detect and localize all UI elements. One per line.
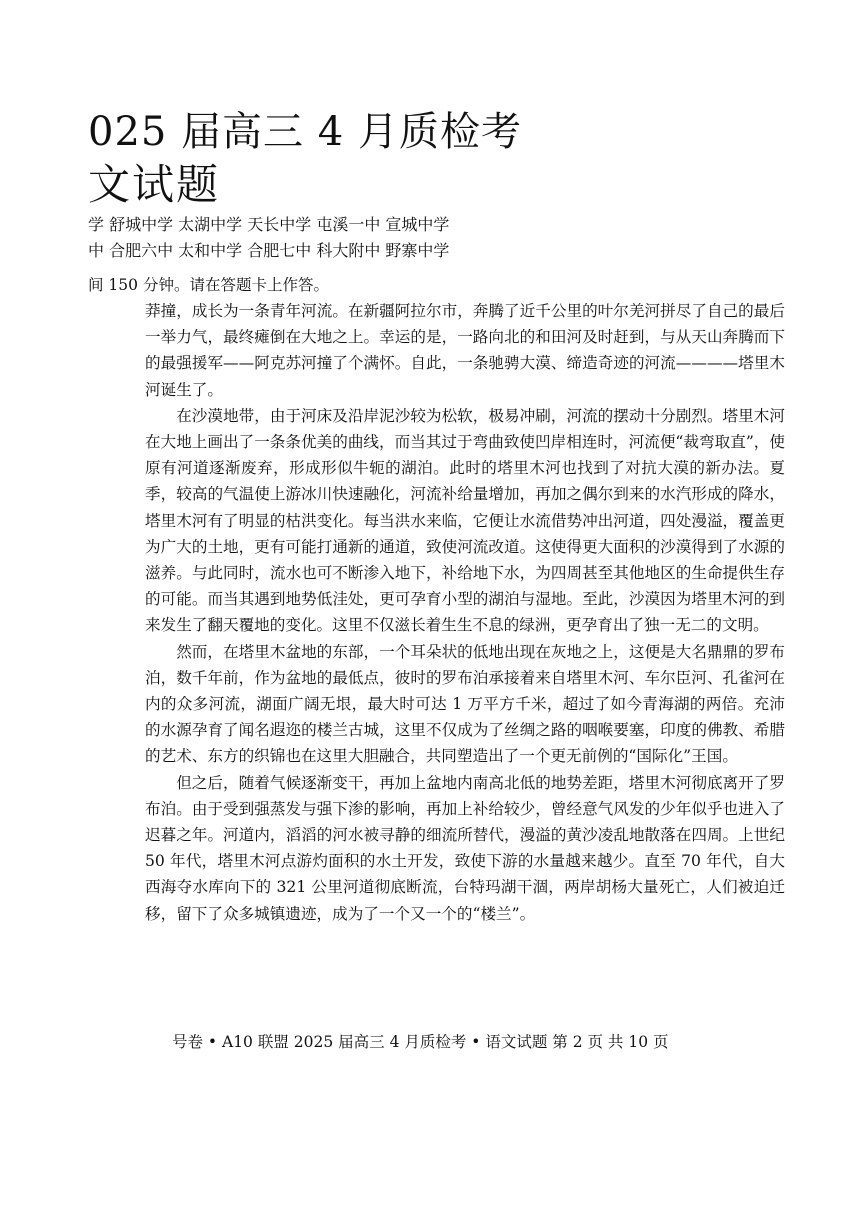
page-footer: 号卷 • A10 联盟 2025 届高三 4 月质检考 • 语文试题 第 2 页 共 10 页 <box>172 1033 669 1051</box>
exam-title-line-1: 025 届高三 4 月质检考 <box>88 109 522 155</box>
article-paragraph: 在沙漠地带，由于河床及沿岸泥沙较为松软，极易冲刷，河流的摆动十分剧烈。塔里木河在大地上画出了一条条优美的曲线，而当其过于弯曲致使凹岸相连时，河流便“裁弯取直”，使原有河道逐渐废弃，形成形似牛轭的湖泊。此时的塔里木河也找到了对抗大漠的新办法。夏季，较高的气温使上游冰川快速融化，河流补给量增加，再加之偶尔到来的水汽形成的降水，塔里木河有了明显的枯洪变化。每当洪水来临，它便让水流借势冲出河道，四处漫溢，覆盖更为广大的土地，更有可能打通新的通道，致使河流改道。这使得更大面积的沙漠得到了水源的滋养。与此同时，流水也可不断渗入地下，补给地下水，为四周甚至其他地区的生命提供生存的可能。而当其遇到地势低洼处，更可孕育小型的湖泊与湿地。至此，沙漠因为塔里木河的到来发生了翻天覆地的变化。这里不仅滋长着生生不息的绿洲，更孕育出了独一无二的文明。 <box>145 406 785 635</box>
article-paragraph: 然而，在塔里木盆地的东部，一个耳朵状的低地出现在灰地之上，这便是大名鼎鼎的罗布泊，数千年前，作为盆地的最低点，彼时的罗布泊承接着来自塔里木河、车尔臣河、孔雀河在内的众多河流，湖面广阔无垠，最大时可达 1 万平方千米，超过了如今青海湖的两倍。充沛的水源孕育了闻名遐迩的楼兰古城，这里不仅成为了丝绸之路的咽喉要塞，印度的佛教、希腊的艺术、东方的织锦也在这里大胆融合，共同塑造出了一个更无前例的“国际化”王国。 <box>145 642 785 766</box>
article-paragraph: 莽撞，成长为一条青年河流。在新疆阿拉尔市，奔腾了近千公里的叶尔羌河拼尽了自己的最后一举力气，最终瘫倒在大地之上。幸运的是，一路向北的和田河及时赶到，与从天山奔腾而下的最强援军——阿克苏河撞了个满怀。自此，一条驰骋大漠、缔造奇迹的河流————塔里木河诞生了。 <box>145 302 785 399</box>
alliance-schools-row-2: 中 合肥六中 太和中学 合肥七中 科大附中 野寨中学 <box>88 241 450 260</box>
exam-title-line-2: 文试题 <box>88 160 221 209</box>
alliance-schools-row-1: 学 舒城中学 太湖中学 天长中学 屯溪一中 宣城中学 <box>88 215 450 234</box>
exam-time-note: 间 150 分钟。请在答题卡上作答。 <box>88 276 329 294</box>
article-paragraph: 但之后，随着气候逐渐变干，再加上盆地内南高北低的地势差距，塔里木河彻底离开了罗布泊。由于受到强蒸发与强下渗的影响，再加上补给较少，曾经意气风发的少年似乎也进入了迟暮之年。河道内，滔滔的河水被寻静的细流所替代，漫溢的黄沙凌乱地散落在四周。上世纪 50 年代，塔里木河点游灼面积的水土开发，致使下游的水量越来越少。直至 70 年代，自大西海夺水库向下的 321 公里河道彻底断流，台特玛湖干涸，两岸胡杨大量死亡，人们被迫迁移，留下了众多城镇遗迹，成为了一个又一个的“楼兰”。 <box>145 773 785 923</box>
reading-article <box>145 298 785 927</box>
